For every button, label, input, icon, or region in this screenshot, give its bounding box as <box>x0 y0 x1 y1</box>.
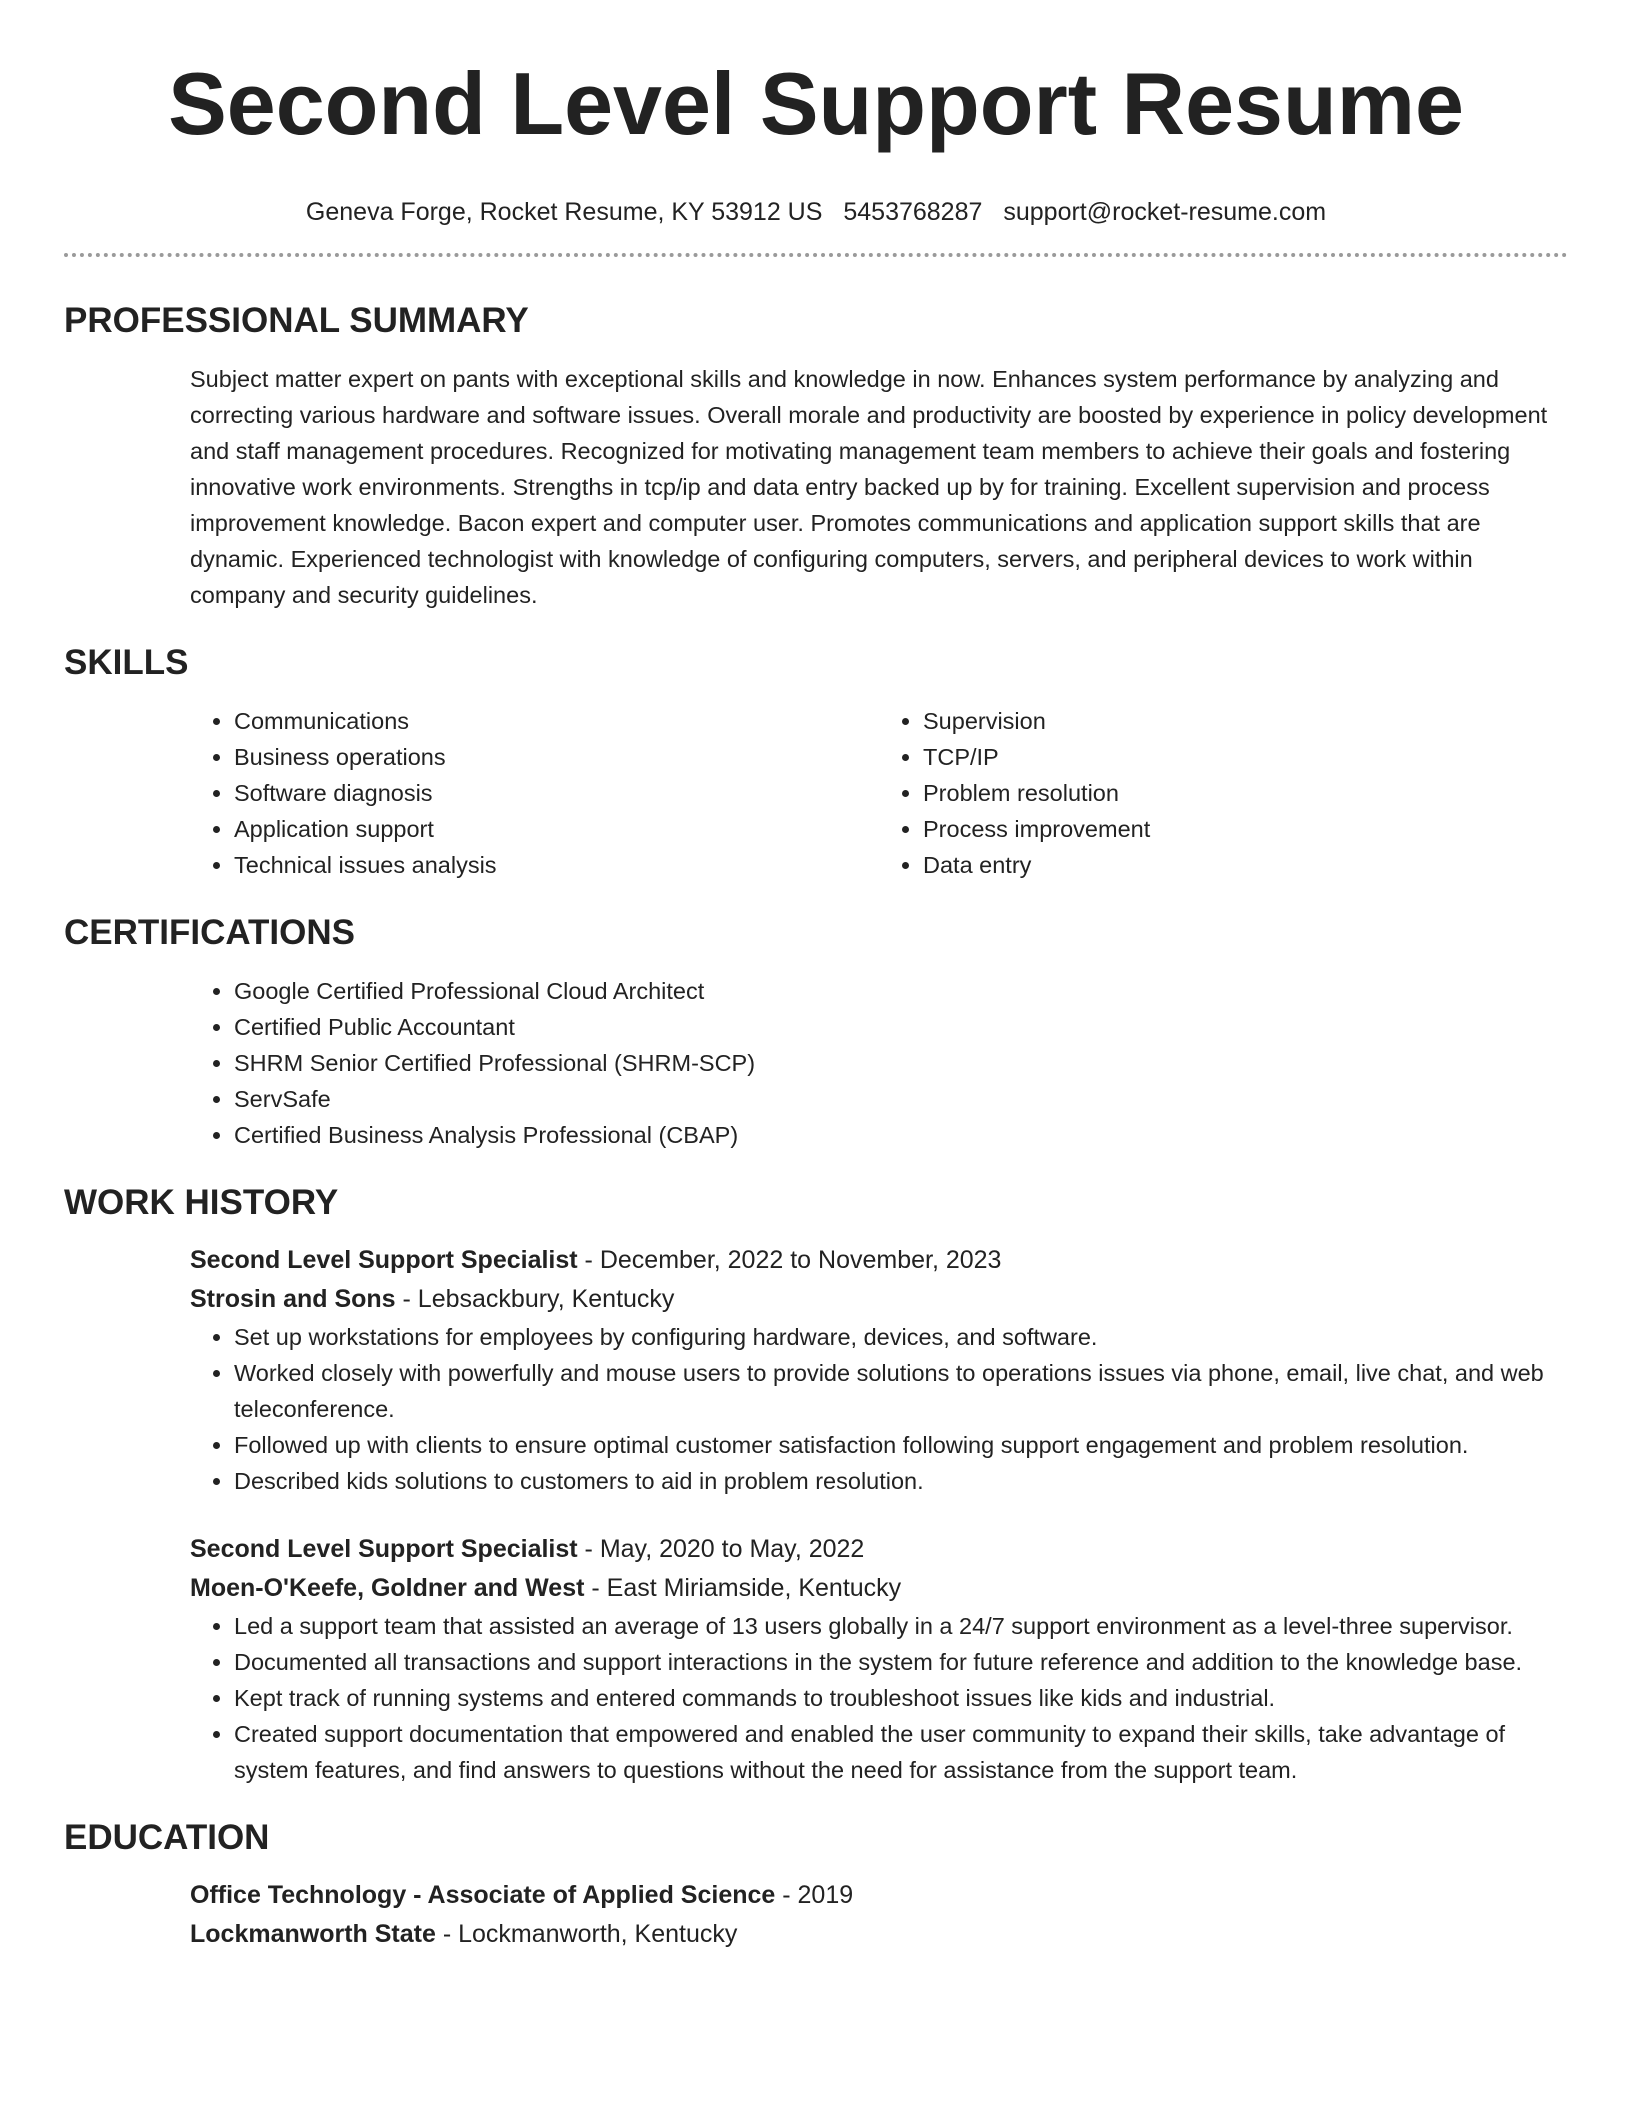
certifications-list <box>190 973 1568 1153</box>
company-location: - Lebsackbury, Kentucky <box>395 1285 675 1313</box>
job-bullets <box>190 1608 1568 1788</box>
skill-item: • Data entry <box>923 847 1568 883</box>
job-entry <box>190 1241 1568 1499</box>
company-name: Moen-O'Keefe, Goldner and West <box>190 1574 585 1602</box>
school-location: - Lockmanworth, Kentucky <box>435 1920 738 1948</box>
certification-item: • Google Certified Professional Cloud Architect <box>234 973 1568 1009</box>
skill-item: • Problem resolution <box>923 775 1568 811</box>
certifications-section <box>64 911 1568 1153</box>
job-bullet: • Created support documentation that empowered and enabled the user community to expand their skills, take advantage of system features, and find answers to questions without the need for assistance from the support team. <box>234 1716 1568 1788</box>
job-title-line <box>190 1530 1568 1569</box>
certification-item: • SHRM Senior Certified Professional (SHRM-SCP) <box>234 1045 1568 1081</box>
summary-text: Subject matter expert on pants with exceptional skills and knowledge in now. Enhances system performance by analyzing and correcting various hardware and software issues. Overall morale and productivity are boosted by experience in policy development and staff management procedures. Recognized for motivating management team members to achieve their goals and fostering innovative work environments. Strengths in tcp/ip and data entry backed up by for training. Excellent supervision and process improvement knowledge. Bacon expert and computer user. Promotes communications and application support skills that are dynamic. Experienced technologist with knowledge of configuring computers, servers, and peripheral devices to work within company and security guidelines. <box>190 366 1548 608</box>
certification-item: • ServSafe <box>234 1081 1568 1117</box>
skill-item: • Process improvement <box>923 811 1568 847</box>
contact-phone: 5453768287 <box>843 198 983 226</box>
job-bullet: • Kept track of running systems and entered commands to troubleshoot issues like kids and industrial. <box>234 1680 1568 1716</box>
job-bullet: • Described kids solutions to customers to aid in problem resolution. <box>234 1463 1568 1499</box>
skill-item: • Business operations <box>234 739 879 775</box>
certification-item: • Certified Public Accountant <box>234 1009 1568 1045</box>
education-section <box>64 1816 1568 1954</box>
degree-line <box>190 1876 1568 1915</box>
company-line <box>190 1280 1568 1319</box>
contact-address: Geneva Forge, Rocket Resume, KY 53912 US <box>305 198 823 226</box>
graduation-year: - 2019 <box>775 1881 854 1909</box>
school-line <box>190 1915 1568 1954</box>
job-bullet: • Worked closely with powerfully and mouse users to provide solutions to operations issues via phone, email, live chat, and web teleconference. <box>234 1355 1568 1427</box>
skill-item: • TCP/IP <box>923 739 1568 775</box>
skills-heading: SKILLS <box>64 643 189 682</box>
contact-email: support@rocket-resume.com <box>1003 198 1327 226</box>
job-bullet: • Documented all transactions and support interactions in the system for future reference and addition to the knowledge base. <box>234 1644 1568 1680</box>
work-history-section <box>64 1181 1568 1788</box>
contact-line <box>64 196 1568 228</box>
header-divider <box>64 253 1568 257</box>
work-history-heading: WORK HISTORY <box>64 1183 339 1222</box>
skill-item: • Technical issues analysis <box>234 847 879 883</box>
skills-list-right <box>879 703 1568 883</box>
school-name: Lockmanworth State <box>190 1920 436 1948</box>
skill-item: • Supervision <box>923 703 1568 739</box>
job-dates: - May, 2020 to May, 2022 <box>577 1535 865 1563</box>
job-bullet: • Led a support team that assisted an average of 13 users globally in a 24/7 support environment as a level-three supervisor. <box>234 1608 1568 1644</box>
job-title-line <box>190 1241 1568 1280</box>
certifications-heading: CERTIFICATIONS <box>64 913 356 952</box>
company-line <box>190 1569 1568 1608</box>
job-entry <box>190 1530 1568 1788</box>
company-name: Strosin and Sons <box>190 1285 396 1313</box>
skill-item: • Software diagnosis <box>234 775 879 811</box>
degree: Office Technology - Associate of Applied Science <box>190 1881 776 1909</box>
job-bullets <box>190 1319 1568 1499</box>
summary-heading: PROFESSIONAL SUMMARY <box>64 301 529 340</box>
certification-item: • Certified Business Analysis Professional (CBAP) <box>234 1117 1568 1153</box>
job-bullet: • Followed up with clients to ensure optimal customer satisfaction following support engagement and problem resolution. <box>234 1427 1568 1463</box>
skills-section <box>64 641 1568 883</box>
company-location: - East Miriamside, Kentucky <box>584 1574 902 1602</box>
skills-list-left <box>190 703 879 883</box>
skill-item: • Application support <box>234 811 879 847</box>
job-bullet: • Set up workstations for employees by configuring hardware, devices, and software. <box>234 1319 1568 1355</box>
summary-section <box>64 299 1568 613</box>
job-title: Second Level Support Specialist <box>190 1246 578 1274</box>
job-title: Second Level Support Specialist <box>190 1535 578 1563</box>
education-heading: EDUCATION <box>64 1818 270 1857</box>
skill-item: • Communications <box>234 703 879 739</box>
resume-title: Second Level Support Resume <box>168 54 1464 153</box>
job-dates: - December, 2022 to November, 2023 <box>577 1246 1002 1274</box>
skills-grid <box>190 703 1568 883</box>
